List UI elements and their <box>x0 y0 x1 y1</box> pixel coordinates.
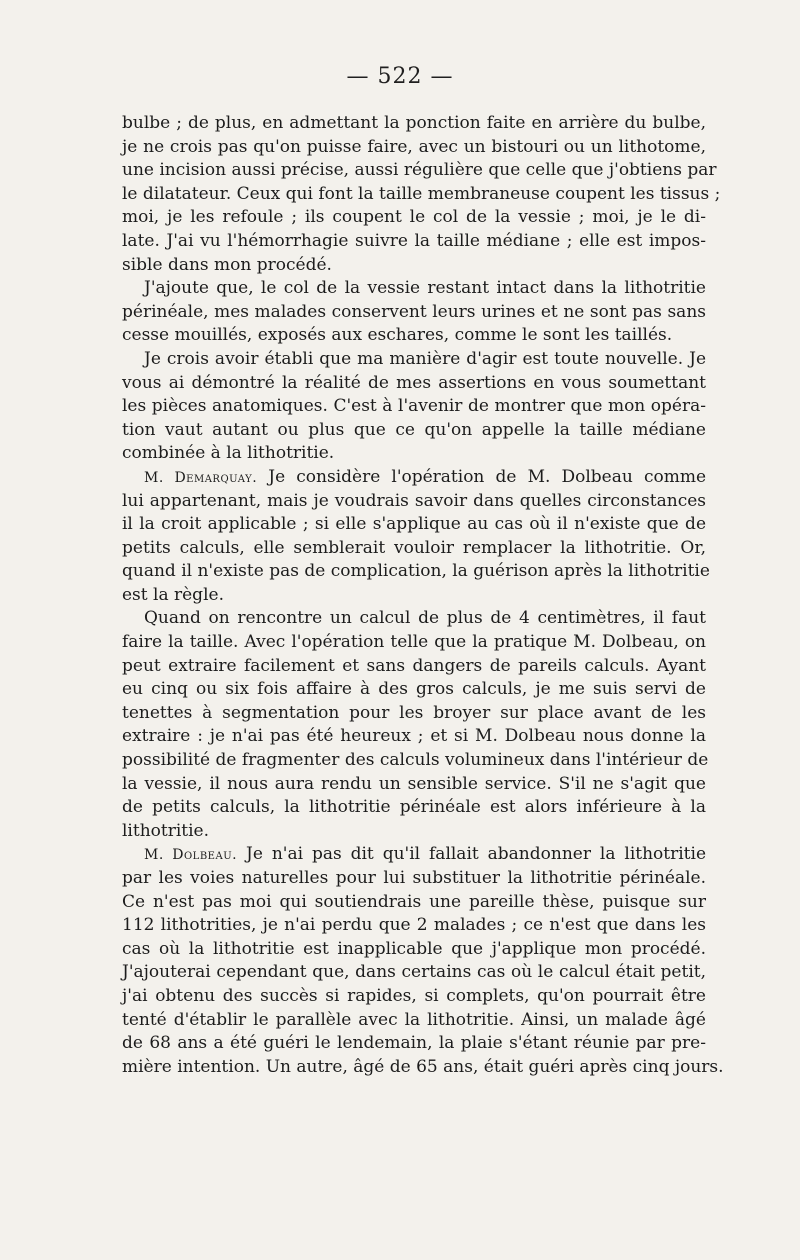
line-text: 112 lithotrities, je n'ai perdu que 2 malades ; ce n'est que dans les <box>122 915 706 936</box>
text-line <box>122 867 706 891</box>
line-text: late. J'ai vu l'hémorrhagie suivre la taille médiane ; elle est impos- <box>122 230 706 251</box>
text-line <box>122 490 706 514</box>
text-line <box>122 584 706 608</box>
line-text: bulbe ; de plus, en admettant la ponction faite en arrière du bulbe, <box>122 113 706 133</box>
line-text: quand il n'existe pas de complication, la guérison après la lithotritie <box>122 561 710 582</box>
line-text: est la règle. <box>122 584 224 605</box>
line-text: tenettes à segmentation pour les broyer sur place avant de les <box>122 702 706 723</box>
text-line <box>122 277 706 301</box>
text-line <box>122 702 706 726</box>
line-text: par les voies naturelles pour lui substituer la lithotritie périnéale. <box>122 868 706 888</box>
line-text: faire la taille. Avec l'opération telle que la pratique M. Dolbeau, on <box>122 632 706 653</box>
text-line <box>122 136 706 160</box>
line-text: lui appartenant, mais je voudrais savoir dans quelles circonstances <box>122 490 706 511</box>
line-text: périnéale, mes malades conservent leurs urines et ne sont pas sans <box>122 301 706 322</box>
text-line <box>122 655 706 679</box>
text-line <box>122 466 706 490</box>
text-line <box>122 843 706 867</box>
text-line <box>122 301 706 325</box>
text-line <box>122 985 706 1009</box>
text-line <box>122 159 717 183</box>
text-line <box>122 914 706 938</box>
line-text: Ce n'est pas moi qui soutiendrais une pareille thèse, puisque sur <box>122 891 706 912</box>
text-line <box>122 348 706 372</box>
text-line <box>122 749 709 773</box>
text-line <box>122 725 706 749</box>
line-text: lithotritie. <box>122 820 210 841</box>
text-line <box>122 678 706 702</box>
line-text: le dilatateur. Ceux qui font la taille membraneuse coupent les tissus ; <box>122 183 721 204</box>
text-line <box>122 938 706 962</box>
line-text: tenté d'établir le parallèle avec la lithotritie. Ainsi, un malade âgé <box>122 1009 706 1030</box>
text-line <box>122 1032 706 1056</box>
page-number: — 522 — <box>346 64 454 89</box>
text-line <box>122 820 706 844</box>
line-text: j'ai obtenu des succès si rapides, si complets, qu'on pourrait être <box>122 985 706 1006</box>
line-text: une incision aussi précise, aussi régulière que celle que j'obtiens par <box>122 160 717 181</box>
text-line <box>122 537 706 561</box>
text-line <box>122 206 706 230</box>
line-text: sible dans mon procédé. <box>122 254 332 275</box>
body-text <box>122 112 724 1079</box>
text-line <box>122 1009 706 1033</box>
line-text: il la croit applicable ; si elle s'applique au cas où il n'existe que de <box>122 514 706 535</box>
line-text: vous ai démontré la réalité de mes assertions en vous soumettant <box>122 372 706 393</box>
text-line <box>122 961 706 985</box>
line-text: je ne crois pas qu'on puisse faire, avec un bistouri ou un lithotome, <box>122 136 706 157</box>
line-text: peut extraire facilement et sans dangers de pareils calculs. Ayant <box>122 655 706 676</box>
line-text: Quand on rencontre un calcul de plus de 4 centimètres, il faut <box>144 608 706 629</box>
line-text: possibilité de fragmenter des calculs volumineux dans l'intérieur de <box>122 750 709 771</box>
speaker-name: M. Dolbeau. <box>144 847 238 864</box>
line-text: la vessie, il nous aura rendu un sensible service. S'il ne s'agit que <box>122 773 706 794</box>
line-text: combinée à la lithotritie. <box>122 443 335 464</box>
text-line <box>122 631 706 655</box>
line-text: de 68 ans a été guéri le lendemain, la plaie s'étant réunie par pre- <box>122 1033 706 1054</box>
text-line <box>122 230 706 254</box>
line-text: J'ajouterai cependant que, dans certains cas où le calcul était petit, <box>122 962 706 983</box>
text-line <box>122 254 706 278</box>
text-line <box>122 513 706 537</box>
line-text: eu cinq ou six fois affaire à des gros calculs, je me suis servi de <box>122 679 706 700</box>
line-text: les pièces anatomiques. C'est à l'avenir de montrer que mon opéra- <box>122 396 706 417</box>
line-text: petits calculs, elle semblerait vouloir remplacer la lithotritie. Or, <box>122 537 706 558</box>
text-line <box>122 183 721 207</box>
line-text: cesse mouillés, exposés aux eschares, comme le sont les taillés. <box>122 325 673 346</box>
line-text: cas où la lithotritie est inapplicable que j'applique mon procédé. <box>122 938 706 959</box>
text-line <box>122 395 706 419</box>
text-line <box>122 560 710 584</box>
line-text: tion vaut autant ou plus que ce qu'on appelle la taille médiane <box>122 419 706 440</box>
speaker-name: M. Demarquay. <box>144 469 258 486</box>
line-text: mière intention. Un autre, âgé de 65 ans, était guéri après cinq jours. <box>122 1056 724 1077</box>
line-text: Je considère l'opération de M. Dolbeau comme <box>257 466 706 487</box>
line-text: extraire : je n'ai pas été heureux ; et si M. Dolbeau nous donne la <box>122 726 706 747</box>
text-line <box>122 372 706 396</box>
text-line <box>122 773 706 797</box>
line-text: Je crois avoir établi que ma manière d'agir est toute nouvelle. Je <box>144 348 706 369</box>
text-line <box>122 607 706 631</box>
line-text: Je n'ai pas dit qu'il fallait abandonner la lithotritie <box>237 844 707 865</box>
text-line <box>122 442 706 466</box>
text-line <box>122 324 706 348</box>
text-line <box>122 891 706 915</box>
text-line <box>122 1056 724 1080</box>
line-text: de petits calculs, la lithotritie périnéale est alors inférieure à la <box>122 797 706 818</box>
line-text: J'ajoute que, le col de la vessie restant intact dans la lithotritie <box>144 278 706 299</box>
text-line <box>122 419 706 443</box>
line-text: moi, je les refoule ; ils coupent le col de la vessie ; moi, je le di- <box>122 207 706 228</box>
text-line <box>122 112 706 136</box>
text-line <box>122 796 706 820</box>
